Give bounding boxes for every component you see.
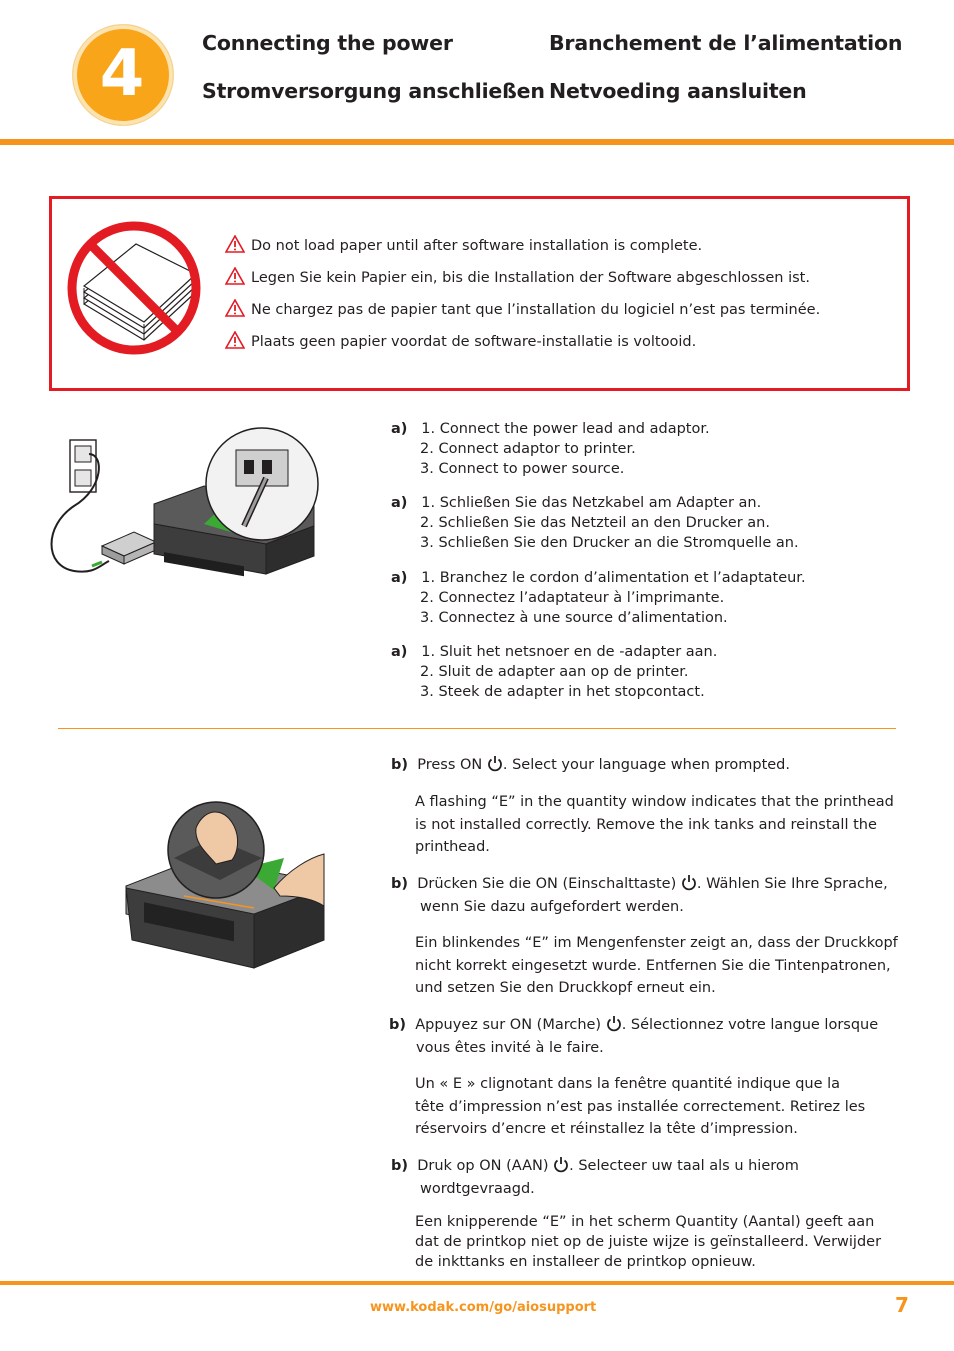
step-a-line: 2. Sluit de adapter aan op de printer. bbox=[420, 664, 689, 680]
warning-text: Plaats geen papier voordat de software-installatie is voltooid. bbox=[251, 334, 697, 350]
power-icon bbox=[606, 1015, 622, 1032]
warning-line-fr bbox=[225, 299, 820, 319]
section-divider bbox=[58, 728, 896, 729]
warning-text: Do not load paper until after software installation is complete. bbox=[251, 238, 703, 254]
header-rule bbox=[0, 139, 954, 145]
step-a-line: 1. Schließen Sie das Netzkabel am Adapter an. bbox=[421, 495, 762, 511]
note-line: Een knipperende “E” in het scherm Quantity (Aantal) geeft aan bbox=[415, 1214, 875, 1230]
step-label: b) bbox=[391, 876, 409, 892]
step-b-fr-note bbox=[415, 1073, 865, 1141]
title-de: Stromversorgung anschließen bbox=[202, 79, 545, 103]
warning-line-nl bbox=[225, 331, 696, 351]
step-b-text: Appuyez sur ON (Marche) bbox=[415, 1017, 602, 1033]
step-b-text: Drücken Sie die ON (Einschalttaste) bbox=[417, 876, 677, 892]
step-b-nl-note bbox=[415, 1212, 881, 1272]
support-link[interactable]: www.kodak.com/go/aiosupport bbox=[370, 1300, 597, 1315]
title-en: Connecting the power bbox=[202, 31, 453, 55]
step-a-line: 1. Connect the power lead and adaptor. bbox=[421, 421, 710, 437]
step-b-fr-cont: vous êtes invité à le faire. bbox=[416, 1040, 604, 1056]
note-line: tête d’impression n’est pas installée correctement. Retirez les bbox=[415, 1098, 866, 1115]
warning-line-de bbox=[225, 267, 810, 287]
step-a-line: 2. Schließen Sie das Netzteil an den Drucker an. bbox=[420, 515, 770, 531]
step-b-nl bbox=[391, 1155, 799, 1178]
step-a-fr bbox=[391, 568, 806, 628]
step-b-text: . Selecteer uw taal als u hierom bbox=[569, 1158, 799, 1174]
step-b-text: Druk op ON (AAN) bbox=[417, 1158, 549, 1174]
step-a-line: 2. Connectez l’adaptateur à l’imprimante. bbox=[420, 590, 725, 606]
step-a-line: 2. Connect adaptor to printer. bbox=[420, 441, 636, 457]
step-a-line: 1. Sluit het netsnoer en de -adapter aan. bbox=[421, 644, 718, 660]
step-b-text: . Select your language when prompted. bbox=[502, 757, 791, 773]
power-icon bbox=[553, 1156, 569, 1173]
step-a-line: 3. Schließen Sie den Drucker an die Stromquelle an. bbox=[420, 535, 799, 551]
warning-text: Legen Sie kein Papier ein, bis die Installation der Software abgeschlossen ist. bbox=[251, 270, 810, 286]
step-b-text: . Wählen Sie Ihre Sprache, bbox=[696, 876, 888, 892]
page-number: 7 bbox=[895, 1293, 909, 1317]
step-b-text: Press ON bbox=[417, 757, 483, 773]
power-connection-illustration bbox=[44, 416, 334, 581]
title-nl: Netvoeding aansluiten bbox=[549, 79, 807, 103]
warning-triangle-icon bbox=[225, 235, 245, 253]
step-b-de-cont: wenn Sie dazu aufgefordert werden. bbox=[420, 899, 684, 915]
step-a-de bbox=[391, 493, 799, 553]
note-line: réservoirs d’encre et réinstallez la tête d’impression. bbox=[415, 1121, 798, 1137]
note-line: dat de printkop niet op de juiste wijze is geïnstalleerd. Verwijder bbox=[415, 1234, 882, 1250]
step-label: b) bbox=[391, 1158, 409, 1174]
power-icon bbox=[487, 755, 503, 772]
power-icon bbox=[681, 874, 697, 891]
step-a-line: 3. Connect to power source. bbox=[420, 461, 625, 477]
step-b-fr bbox=[389, 1014, 878, 1037]
no-paper-icon bbox=[64, 218, 204, 358]
warning-line-en bbox=[225, 235, 702, 255]
step-label: a) bbox=[391, 421, 408, 437]
warning-text: Ne chargez pas de papier tant que l’installation du logiciel n’est pas terminée. bbox=[251, 302, 821, 318]
note-line: Un « E » clignotant dans la fenêtre quantité indique que la bbox=[415, 1076, 841, 1092]
step-b-en bbox=[391, 754, 790, 777]
step-b-nl-cont: wordtgevraagd. bbox=[420, 1181, 535, 1197]
step-b-de bbox=[391, 873, 888, 896]
step-a-line: 1. Branchez le cordon d’alimentation et l’adaptateur. bbox=[421, 570, 806, 586]
title-fr: Branchement de l’alimentation bbox=[549, 31, 903, 55]
step-b-en-note: A flashing “E” in the quantity window indicates that the printhead is not installed correctly. Remove the ink tanks and reinstall the printhead. bbox=[415, 794, 894, 855]
printer-power-illustration bbox=[124, 798, 329, 970]
step-b-de-note: Ein blinkendes “E” im Mengenfenster zeigt an, dass der Druckkopf nicht korrekt eingesetzt wurde. Entfernen Sie die Tintenpatronen, und setzen Sie den Druckkopf erneut ein. bbox=[415, 935, 898, 996]
warning-triangle-icon bbox=[225, 267, 245, 285]
step-number: 4 bbox=[99, 37, 145, 111]
step-label: b) bbox=[391, 757, 409, 773]
step-a-line: 3. Connectez à une source d’alimentation. bbox=[420, 610, 728, 626]
warning-triangle-icon bbox=[225, 299, 245, 317]
step-a-nl bbox=[391, 642, 717, 702]
footer-rule bbox=[0, 1281, 954, 1285]
warning-triangle-icon bbox=[225, 331, 245, 349]
step-label: a) bbox=[391, 644, 408, 660]
step-a-en bbox=[391, 419, 710, 479]
step-b-text: . Sélectionnez votre langue lorsque bbox=[621, 1017, 879, 1033]
step-a-line: 3. Steek de adapter in het stopcontact. bbox=[420, 684, 705, 700]
note-line: de inkttanks en installeer de printkop opnieuw. bbox=[415, 1254, 756, 1270]
step-label: a) bbox=[391, 495, 408, 511]
step-label: a) bbox=[391, 570, 408, 586]
step-label: b) bbox=[389, 1017, 407, 1033]
